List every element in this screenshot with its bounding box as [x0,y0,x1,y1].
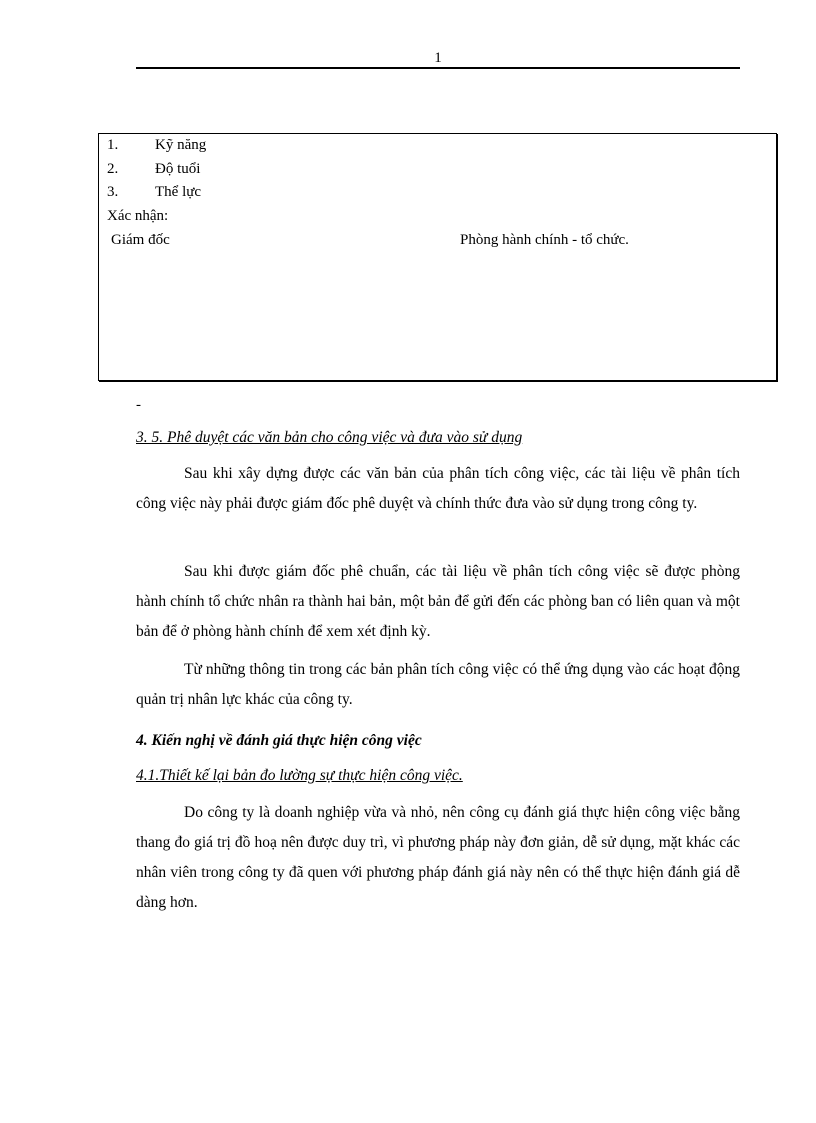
criteria-item [107,135,206,155]
paragraph-application: Từ những thông tin trong các bản phân tích công việc có thể ứng dụng vào các hoạt động quản trị nhân lực khác của công ty. [136,661,740,708]
confirm-label: Xác nhận: [107,208,169,224]
criteria-item-label: Thể lực [155,184,202,200]
criteria-item-number: 3. [107,184,119,200]
signature-admin-department: Phòng hành chính - tổ chức. [460,232,629,248]
dash-marker: - [136,397,141,413]
criteria-box [98,133,777,381]
criteria-item-label: Kỹ năng [155,137,207,153]
section-4-heading: 4. Kiến nghị về đánh giá thực hiện công việc [136,732,422,749]
criteria-item-number: 1. [107,137,119,153]
section-4-1-heading: 4.1.Thiết kế lại bản đo lường sự thực hiện công việc. [136,767,463,784]
paragraph-evaluation-method: Do công ty là doanh nghiệp vừa và nhỏ, nên công cụ đánh giá thực hiện công việc bằng thang đo giá trị đồ hoạ nên được duy trì, vì phương pháp này đơn giản, dễ sử dụng, mặt khác các nhân viên trong công ty đã quen với phương pháp đánh giá này nên có thể thực hiện đánh giá dễ dàng hơn. [136,804,740,911]
section-3-5-heading: 3. 5. Phê duyệt các văn bản cho công việc và đưa vào sử dụng [136,429,523,446]
criteria-item [107,159,200,179]
paragraph-approval-distribution: Sau khi được giám đốc phê chuẩn, các tài liệu về phân tích công việc sẽ được phòng hành chính tổ chức nhân ra thành hai bản, một bản để gửi đến các phòng ban có liên quan và một bản để ở phòng hành chính để xem xét định kỳ. [136,563,740,640]
criteria-item-number: 2. [107,161,119,177]
page-number: 1 [434,50,442,66]
header-rule [136,67,740,69]
criteria-item-label: Độ tuổi [155,161,201,177]
signature-director: Giám đốc [111,232,170,248]
paragraph-approval: Sau khi xây dựng được các văn bản của phân tích công việc, các tài liệu về phân tích công việc này phải được giám đốc phê duyệt và chính thức đưa vào sử dụng trong công ty. [136,465,740,512]
criteria-item [107,182,201,202]
